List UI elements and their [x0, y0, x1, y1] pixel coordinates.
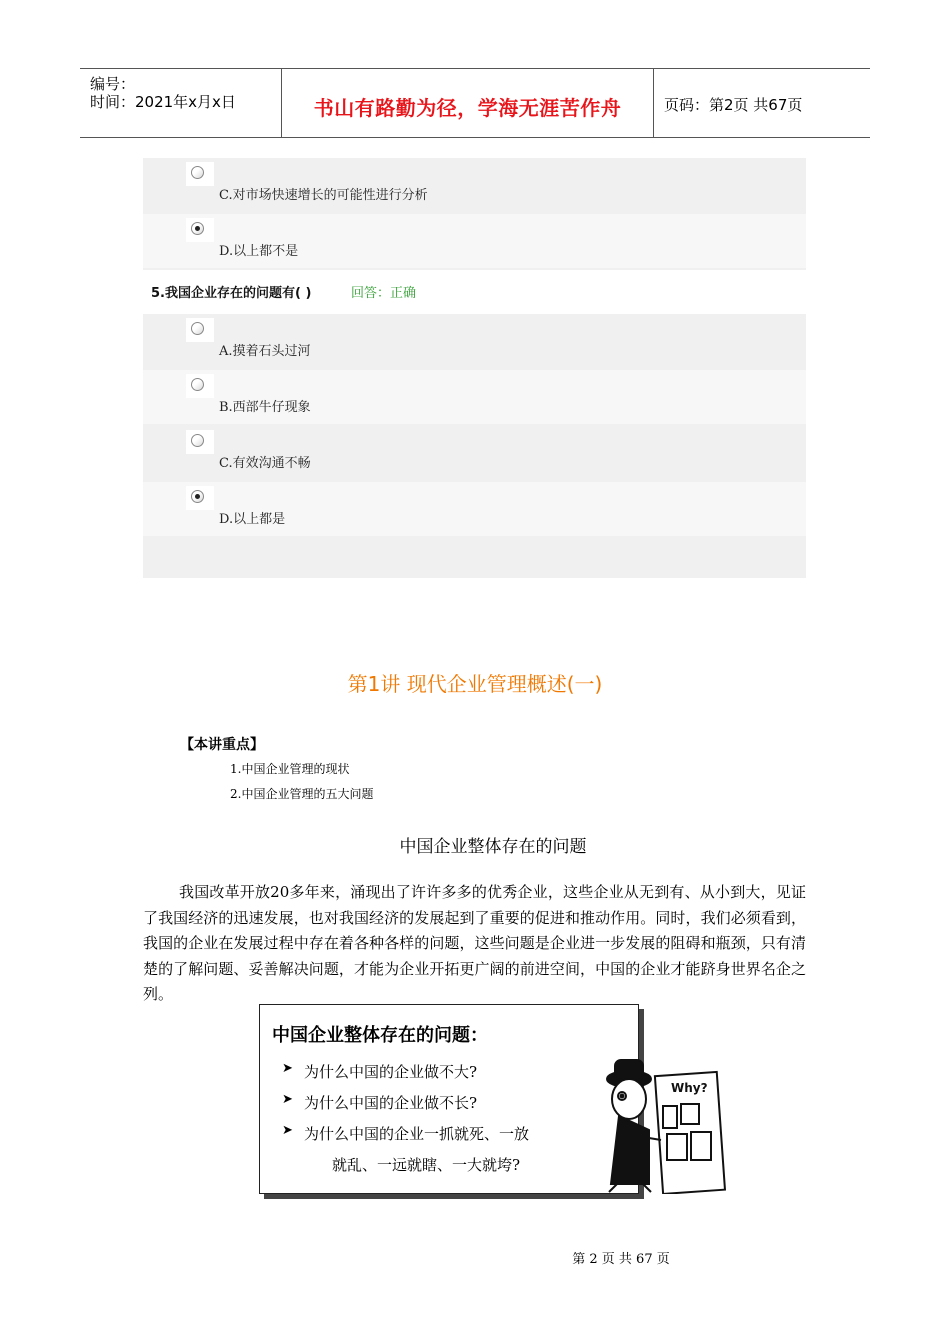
quiz-panel — [143, 158, 806, 578]
arrow-bullet-icon: ➤ — [282, 1092, 293, 1107]
option-row[interactable] — [143, 482, 806, 536]
question-card — [259, 1004, 639, 1194]
illustration — [255, 1004, 735, 1200]
radio-checked-icon[interactable] — [191, 222, 204, 235]
option-label: C.有效沟通不畅 — [219, 456, 311, 471]
option-label: A.摸着石头过河 — [219, 344, 311, 359]
body-paragraph: 我国改革开放20多年来，涌现出了许许多多的优秀企业，这些企业从无到有、从小到大，见证了我国经济的迅速发展，也对我国经济的发展起到了重要的促进和推动作用。同时，我们必须看到，我国的企业在发展过程中存在着各种各样的问题，这些问题是企业进一步发展的阻碍和瓶颈，只有清楚的了解问题、妥善解决问题，才能为企业开拓更广阔的前进空间，中国的企业才能跻身世界名企之列。 — [143, 883, 806, 1003]
radio-box — [186, 218, 214, 242]
focus-item: 2.中国企业管理的五大问题 — [230, 787, 374, 801]
option-row[interactable] — [143, 370, 806, 424]
header-info-cell — [80, 69, 282, 137]
arrow-bullet-icon: ➤ — [282, 1061, 293, 1076]
header-page-cell — [654, 69, 870, 137]
option-row[interactable] — [143, 314, 806, 368]
motto: 书山有路勤为径，学海无涯苦作舟 — [313, 96, 622, 120]
option-label: C.对市场快速增长的可能性进行分析 — [219, 188, 428, 203]
radio-unchecked-icon[interactable] — [191, 434, 204, 447]
radio-box — [186, 374, 214, 398]
radio-box — [186, 430, 214, 454]
radio-dot — [195, 226, 200, 231]
radio-box — [186, 162, 214, 186]
card-item-text: 为什么中国的企业做不大? — [304, 1063, 478, 1081]
arrow-bullet-icon: ➤ — [282, 1123, 293, 1138]
question-title: 5.我国企业存在的问题有( ) — [151, 286, 312, 301]
option-label: D.以上都是 — [219, 512, 286, 527]
card-item-text: 为什么中国的企业一抓就死、一放 — [304, 1125, 530, 1143]
option-row[interactable] — [143, 426, 806, 480]
sign-text: Why? — [671, 1081, 708, 1095]
section-heading: 中国企业整体存在的问题 — [399, 837, 587, 857]
radio-box — [186, 318, 214, 342]
card-item — [282, 1061, 478, 1082]
focus-item: 1.中国企业管理的现状 — [230, 762, 350, 776]
code-label: 编号： — [90, 75, 136, 93]
page-header — [80, 68, 870, 138]
time-label: 时间：2021年x月x日 — [90, 93, 236, 111]
radio-box — [186, 486, 214, 510]
radio-unchecked-icon[interactable] — [191, 322, 204, 335]
option-row[interactable] — [143, 158, 806, 212]
focus-heading: 【本讲重点】 — [180, 737, 264, 753]
option-label: D.以上都不是 — [219, 244, 299, 259]
radio-dot — [195, 494, 200, 499]
radio-unchecked-icon[interactable] — [191, 166, 204, 179]
page-label: 页码：第2页 共67页 — [664, 96, 803, 114]
answer-status: 回答：正确 — [351, 286, 417, 301]
page-footer: 第 2 页 共 67 页 — [572, 1252, 670, 1267]
card-item-continued: 就乱、一远就瞎、一大就垮? — [332, 1156, 521, 1174]
thinking-man-icon — [589, 1044, 729, 1194]
question-row — [143, 270, 806, 314]
card-item — [282, 1092, 478, 1113]
card-item-text: 为什么中国的企业做不长? — [304, 1094, 478, 1112]
lecture-title: 第1讲 现代企业管理概述(一) — [347, 672, 603, 696]
option-label: B.西部牛仔现象 — [219, 400, 311, 415]
card-heading: 中国企业整体存在的问题： — [272, 1025, 488, 1046]
radio-unchecked-icon[interactable] — [191, 378, 204, 391]
option-row[interactable] — [143, 214, 806, 268]
radio-checked-icon[interactable] — [191, 490, 204, 503]
card-item — [282, 1123, 530, 1144]
header-motto-cell — [282, 69, 654, 137]
